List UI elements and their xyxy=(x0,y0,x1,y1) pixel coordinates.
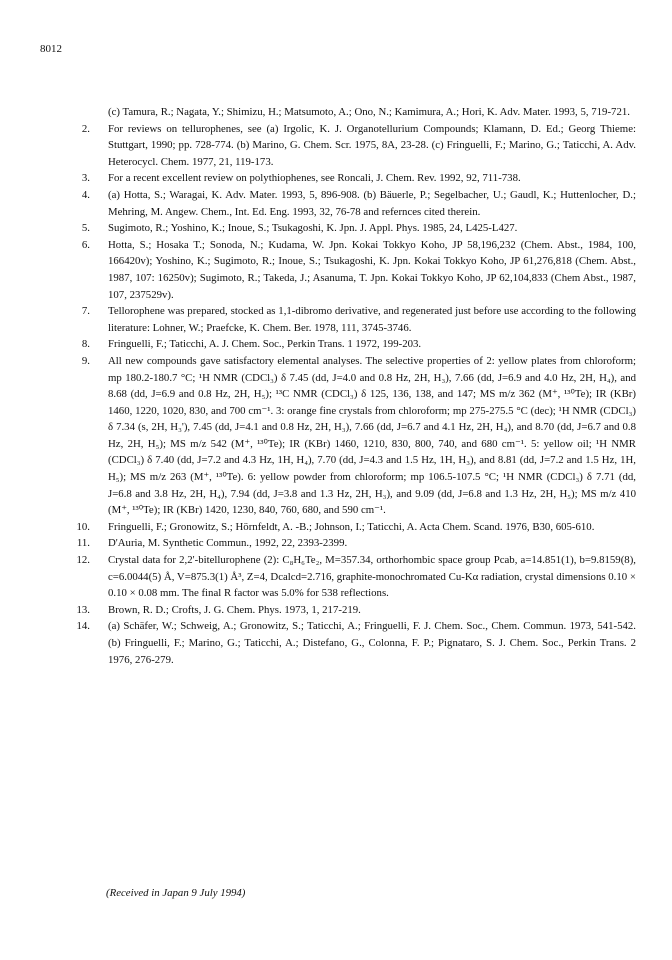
reference-text: Tellorophene was prepared, stocked as 1,1-dibromo derivative, and regenerated just before use according to the following literature: Lohner, W.; Praefcke, K. Chem. Ber. 1978, 111, 3745-3746. xyxy=(108,305,636,334)
page-number: 8012 xyxy=(40,43,62,55)
reference-item xyxy=(48,535,636,552)
reference-text: Sugimoto, R.; Yoshino, K.; Inoue, S.; Tsukagoshi, K. Jpn. J. Appl. Phys. 1985, 24, L425-L427. xyxy=(108,222,518,235)
reference-item xyxy=(48,220,636,237)
reference-item xyxy=(48,353,636,519)
reference-number: 6. xyxy=(81,238,90,251)
reference-text: Fringuelli, F.; Taticchi, A. J. Chem. Soc., Perkin Trans. 1 1972, 199-203. xyxy=(108,338,422,351)
reference-number: 12. xyxy=(76,554,90,567)
reference-list xyxy=(48,104,636,668)
reference-text: Brown, R. D.; Crofts, J. G. Chem. Phys. 1973, 1, 217-219. xyxy=(108,603,361,616)
reference-item xyxy=(48,336,636,353)
reference-text: All new compounds gave satisfactory elemental analyses. The selective properties of 2: yellow plates from chloroform; mp 180.2-180.7 °C; ¹H NMR (CDCl₃) δ 7.45 (dd, J=4.0 and 0.8 Hz, 2H, H₃), 7.66 (dd, J=6.9 and 4.0 Hz, 2H, H₄), and 8.68 (dd, J=6.9 and 0.8 Hz, 2H, H₅); ¹³C NMR (CDCl₃) δ 125, 136, 138, and 147; MS m/z 362 (M⁺, ¹³⁰Te); IR (KBr) 1460, 1220, 1020, 830, and 700 cm⁻¹. 3: orange fine crystals from chloroform; mp 275-275.5 °C (dec); ¹H NMR (CDCl₃) δ 7.34 (s, 2H, H₃'), 7.45 (dd, J=4.1 and 0.8 Hz, 2H, H₃), 7.66 (dd, J=6.7 and 4.1 Hz, 2H, H₄), and 8.70 (dd, J=6.7 and 0.8 Hz, 2H, H₅); MS m/z 542 (M⁺, ¹³⁰Te); IR (KBr) 1460, 1210, 830, 800, 740, and 680 cm⁻¹. 5: yellow oil; ¹H NMR (CDCl₃) δ 7.40 (dd, J=7.2 and 4.3 Hz, 1H, H₄), 7.70 (dd, J=4.3 and 1.5 Hz, 1H, H₃), and 8.81 (dd, J=7.2 and 1.5 Hz, 1H, H₅); MS m/z 263 (M⁺, ¹³⁰Te). 6: yellow powder from chloroform; mp 106.5-107.5 °C; ¹H NMR (CDCl₃) δ 7.71 (dd, J=6.8 and 3.8 Hz, 2H, H₄), 7.94 (dd, J=3.8 and 1.3 Hz, 2H, H₃), and 9.09 (dd, J=6.8 and 1.3 Hz, 2H, H₅); MS m/z 410 (M⁺, ¹³⁰Te); IR (KBr) 1420, 1230, 840, 760, 680, and 590 cm⁻¹. xyxy=(108,354,636,517)
reference-number: 9. xyxy=(81,354,90,367)
reference-item xyxy=(48,519,636,536)
reference-number: 5. xyxy=(81,222,90,235)
reference-number: 3. xyxy=(81,172,90,185)
reference-text: For reviews on tellurophenes, see (a) Irgolic, K. J. Organotellurium Compounds; Klamann, D. Ed.; Georg Thieme: Stuttgart, 1990; pp. 728-774. (b) Marino, G. Chem. Scr. 1975, 8A, 23-28. (c) Fringuelli, F.; Marino, G.; Taticchi, A. Adv. Heterocycl. Chem. 1977, 21, 119-173. xyxy=(108,122,636,168)
reference-number: 8. xyxy=(81,338,90,351)
reference-text: For a recent excellent review on polythiophenes, see Roncali, J. Chem. Rev. 1992, 92, 711-738. xyxy=(108,172,521,185)
reference-text: Fringuelli, F.; Gronowitz, S.; Hörnfeldt, A. -B.; Johnson, I.; Taticchi, A. Acta Chem. Scand. 1976, B30, 605-610. xyxy=(108,520,595,533)
reference-text: D'Auria, M. Synthetic Commun., 1992, 22, 2393-2399. xyxy=(108,537,348,550)
reference-item xyxy=(48,121,636,171)
reference-item xyxy=(48,187,636,220)
reference-text: (a) Schäfer, W.; Schweig, A.; Gronowitz, S.; Taticchi, A.; Fringuelli, F. J. Chem. Soc., Chem. Commun. 1973, 541-542. (b) Fringuelli, F.; Marino, G.; Taticchi, A.; Distefano, G., Colonna, F. P.; Pignataro, S. J. Chem. Soc., Perkin Trans. 2 1976, 276-279. xyxy=(108,620,636,666)
reference-text: (c) Tamura, R.; Nagata, Y.; Shimizu, H.; Matsumoto, A.; Ono, N.; Kamimura, A.; Hori, K. Adv. Mater. 1993, 5, 719-721. xyxy=(108,106,630,118)
reference-item xyxy=(48,104,636,121)
reference-text: (a) Hotta, S.; Waragai, K. Adv. Mater. 1993, 5, 896-908. (b) Bäuerle, P.; Segelbacher, U.; Gaudl, K.; Huttenlocher, D.; Mehring, M. Angew. Chem., Int. Ed. Eng. 1993, 32, 76-78 and refernces cited therein. xyxy=(108,188,636,218)
reference-number: 13. xyxy=(76,603,90,616)
reference-item xyxy=(48,303,636,336)
received-date-note: (Received in Japan 9 July 1994) xyxy=(106,887,246,899)
reference-item xyxy=(48,552,636,602)
reference-text: Hotta, S.; Hosaka T.; Sonoda, N.; Kudama, W. Jpn. Kokai Tokkyo Koho, JP 58,196,232 (Chem. Abst., 1984, 100, 166420v); Yoshino, K.; Sugimoto, R.; Inoue, S.; Tsukagoshi, K. Jpn. Kokai Tokkyo Koho, JP 61,276,818 (Chem. Abst., 1987, 107: 16250v); Sugimoto, R.; Takeda, J.; Asanuma, T. Jpn. Kokai Tokkyo Koho, JP 62,104,833 (Chem Abst., 1987, 107, 237529v). xyxy=(108,238,636,301)
reference-item xyxy=(48,602,636,619)
reference-item xyxy=(48,170,636,187)
reference-item xyxy=(48,618,636,668)
reference-number: 7. xyxy=(81,305,90,318)
reference-number: 11. xyxy=(76,537,90,550)
reference-number: 14. xyxy=(76,620,90,633)
reference-number: 2. xyxy=(81,122,90,135)
reference-number: 10. xyxy=(76,520,90,533)
reference-item xyxy=(48,237,636,303)
reference-text: Crystal data for 2,2'-bitellurophene (2): C₈H₆Te₂, M=357.34, orthorhombic space group Pcab, a=14.851(1), b=9.8159(8), c=6.0044(5) Å, V=875.3(1) Å³, Z=4, Dcalcd=2.716, graphite-monochromated Cu-Kα radiation, crystal dimensions 0.10 × 0.10 × 0.08 mm. The final R factor was 5.0% for 538 reflections. xyxy=(108,554,636,600)
reference-number: 4. xyxy=(81,188,90,201)
